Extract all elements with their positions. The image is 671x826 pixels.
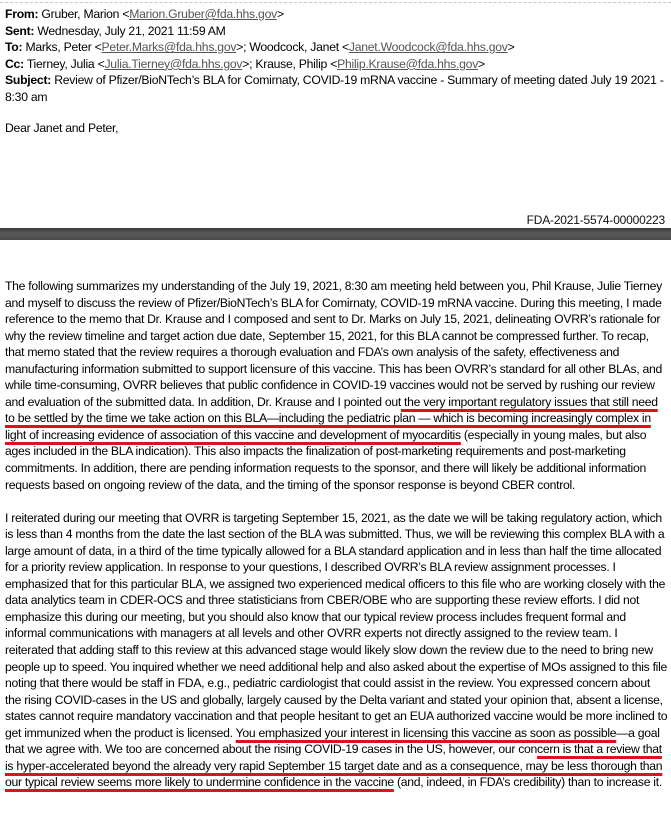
paragraph-text: The following summarizes my understanding of the July 19, 2021, 8:30 am meeting held between you, Phil Krause, Julie Tierney and myself to discuss the review of Pfizer/BioNTech’s BLA for Comirnaty, COVID-19 mRNA vaccine. During this meeting, I made reference to the memo that Dr. Krause and I composed and sent to Dr. Marks on July 15, 2021, delineating OVRR’s rationale for why the review timeline and target action due date, September 15, 2021, for this BLA cannot be compressed further. To recap, that memo stated that the review requires a thorough evaluation and FDA’s own analysis of the safety, effectiveness and manufacturing information submitted to support licensure of this vaccine. This has been OVRR’s standard for all other BLAs, and while time-consuming, OVRR believes that public confidence in COVID-19 vaccines would not be served by rushing our review and evaluation of the submitted data. In addition, Dr. Krause and I pointed out: [5, 279, 663, 409]
cc-email-link[interactable]: Philip.Krause@fda.hhs.gov: [337, 56, 479, 71]
from-email-link[interactable]: Marion.Gruber@fda.hhs.gov: [129, 7, 277, 21]
to-name: Marks, Peter: [25, 40, 92, 55]
paragraph-text: I reiterated during our meeting that OVRR is targeting September 15, 2021, as the date we will be taking regulatory action, which is less than 4 months from the date the last section of the BLA was submitted. Thus, we will be reviewing this complex BLA with a large amount of data, in a third of the time typically allowed for a BLA standard application and in less than half the time allocated for a priority review application. In response to your questions, I described OVRR’s BLA review assignment processes. I emphasized that for this particular BLA, we assigned two experienced medical officers to this file who are working closely with the data analytics team in CDER-OCS and three statisticians from CBER/OBE who are supporting these review efforts. I did not emphasize this during our meeting, but you should also know that our typical review process includes frequent formal and informal communications with managers at all levels and other OVRR experts not directly assigned to the review team. I reiterated that adding staff to this review at this advanced stage would likely slow down the review due to the need to bring new people up to speed. You inquired whether we need additional help and also asked about the expertise of MOs assigned to this file noting that there would be staff in FDA, e.g., pediatric cardiologist that could assist in the review. You expressed concern about the rising COVID-cases in the US and globally, largely caused by the Delta variant and stated your opinion that, absent a license, states cannot require mandatory vaccination and that people hesitant to get an EUA authorized vaccine would be more inclined to get immunized when the product is licensed.: [5, 510, 668, 740]
header-separator: [0, 2, 671, 3]
from-row: From: Gruber, Marion <Marion.Gruber@fda.hhs.gov>: [5, 7, 284, 21]
page-break-bar: [0, 228, 671, 240]
subject-row: [5, 72, 665, 105]
cc-name: Tierney, Julia: [26, 56, 95, 71]
paragraph-text: (especially in young males, but also ages included in the BLA indication). This also impacts the finalization of post-marketing requirements and post-marketing commitments. In addition, there are pending information requests to the sponsor, and there will likely be additional information requests based on ongoing review of the data, and the timing of the sponsor response is beyond CBER control.: [5, 427, 647, 492]
to-name: Woodcock, Janet: [249, 40, 339, 55]
subject-value: Review of Pfizer/BioNTech’s BLA for Comirnaty, COVID-19 mRNA vaccine - Summary of meeting dated July 19 2021 - 8:30 am: [5, 73, 664, 104]
sent-row: [5, 23, 665, 40]
email-header: [5, 6, 665, 106]
highlighted-text: cern is that a review that is hyper-accelerated beyond the already very rapid September 15 target date and as a consequence, may be less thorough than our typical review seems more likely to undermine confidence in the vaccine: [5, 742, 663, 790]
cc-row: Cc: Tierney, Julia <Julia.Tierney@fda.hhs.gov>; Krause, Philip <Philip.Krause@fda.hhs.gov>: [5, 56, 485, 71]
bates-number: FDA-2021-5574-00000223: [526, 213, 665, 227]
paragraph-2: [5, 510, 669, 791]
cc-name: Krause, Philip: [255, 56, 328, 71]
to-email-link[interactable]: Peter.Marks@fda.hhs.gov: [101, 40, 237, 55]
sent-value: Wednesday, July 21, 2021 11:59 AM: [37, 23, 226, 38]
cc-email-link[interactable]: Julia.Tierney@fda.hhs.gov: [104, 56, 243, 71]
paragraph-text: (and, indeed, in FDA’s credibility) than to increase it.: [393, 775, 662, 790]
email-body: [5, 278, 669, 808]
highlighted-text: the very important regulatory issues that still need to be settled by the time we take action on this BLA—including the pediatric plan — which is becoming increasingly complex in light of increasing evidence of association of this vaccine and development of myocarditis: [5, 394, 658, 442]
greeting: Dear Janet and Peter,: [5, 121, 119, 135]
subject-label: Subject:: [5, 73, 52, 88]
from-name: Gruber, Marion: [41, 7, 120, 21]
cc-label: Cc:: [5, 56, 24, 71]
highlighted-text: You emphasized your interest in licensing this vaccine as soon as possible: [235, 725, 617, 740]
to-row: To: Marks, Peter <Peter.Marks@fda.hhs.gov>; Woodcock, Janet <Janet.Woodcock@fda.hhs.gov>: [5, 40, 515, 55]
paragraph-1: [5, 278, 669, 493]
to-email-link[interactable]: Janet.Woodcock@fda.hhs.gov: [348, 40, 508, 55]
to-label: To:: [5, 40, 23, 55]
from-label: From:: [5, 7, 39, 21]
paragraph-text: —a goal that we agree with. We too are concerned about the rising COVID-19 cases in the US, however, our con: [5, 725, 660, 757]
sent-label: Sent:: [5, 23, 35, 38]
